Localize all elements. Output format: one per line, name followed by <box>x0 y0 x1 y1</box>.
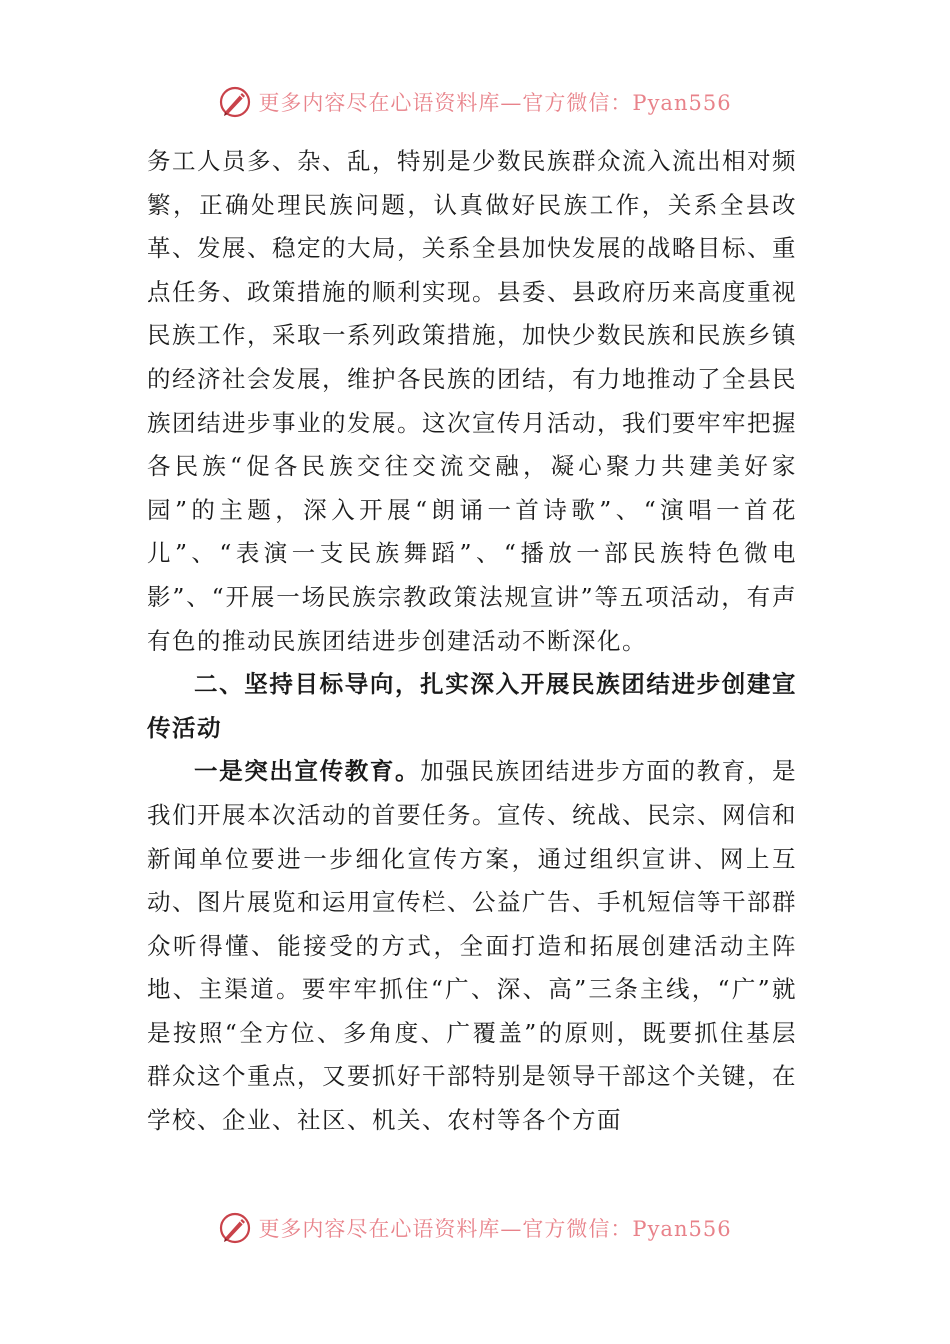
pen-logo-icon <box>218 1211 252 1245</box>
header-banner-text: 更多内容尽在心语资料库—官方微信：Pyan556 <box>258 91 732 115</box>
section-heading-2: 二、坚持目标导向，扎实深入开展民族团结进步创建宣传活动 <box>147 670 797 742</box>
pen-logo-icon <box>218 85 252 119</box>
document-body <box>147 140 797 1143</box>
paragraph-3-text: 加强民族团结进步方面的教育，是我们开展本次活动的首要任务。宣传、统战、民宗、网信和新闻单位要进一步细化宣传方案，通过组织宣讲、网上互动、图片展览和运用宣传栏、公益广告、手机短信等干部群众听得懂、能接受的方式，全面打造和拓展创建活动主阵地、主渠道。要牢牢抓住“广、深、高”三条主线，“广”就是按照“全方位、多角度、广覆盖”的原则，既要抓住基层群众这个重点，又要抓好干部特别是领导干部这个关键，在学校、企业、社区、机关、农村等各个方面 <box>147 757 798 1135</box>
paragraph-1: 务工人员多、杂、乱，特别是少数民族群众流入流出相对频繁，正确处理民族问题，认真做好民族工作，关系全县改革、发展、稳定的大局，关系全县加快发展的战略目标、重点任务、政策措施的顺利实现。县委、县政府历来高度重视民族工作，采取一系列政策措施，加快少数民族和民族乡镇的经济社会发展，维护各民族的团结，有力地推动了全县民族团结进步事业的发展。这次宣传月活动，我们要牢牢把握各民族“促各民族交往交流交融，凝心聚力共建美好家园”的主题，深入开展“朗诵一首诗歌”、“演唱一首花儿”、“表演一支民族舞蹈”、“播放一部民族特色微电影”、“开展一场民族宗教政策法规宣讲”等五项活动，有声有色的推动民族团结进步创建活动不断深化。 <box>147 147 797 655</box>
header-banner <box>0 82 950 122</box>
paragraph-3-lead: 一是突出宣传教育。 <box>194 757 421 786</box>
footer-banner <box>0 1208 950 1248</box>
footer-banner-text: 更多内容尽在心语资料库—官方微信：Pyan556 <box>258 1217 732 1241</box>
paragraph-3 <box>147 750 797 1142</box>
